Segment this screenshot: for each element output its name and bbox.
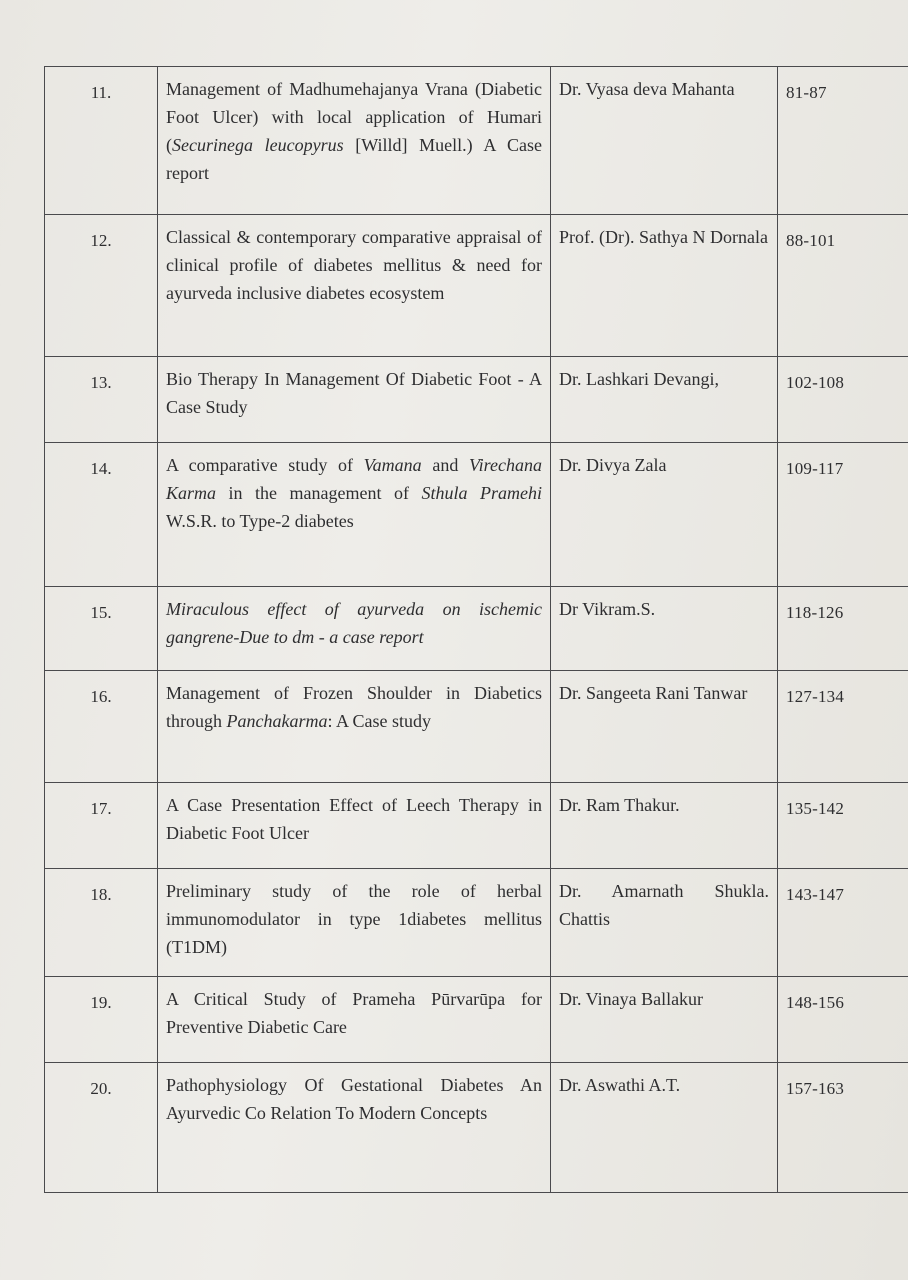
table-row [45,443,908,587]
row-number-cell [45,671,158,783]
title-text: [Willd] Muell.) A Case report [166,135,542,183]
title-text: in the management of [216,483,422,503]
row-number: 19. [90,993,112,1012]
pages-cell [778,67,908,215]
pages-cell [778,587,908,671]
table-row [45,587,908,671]
title-text: Preliminary study of the role of herbal immunomodulator in type 1diabetes mellitus (T1DM) [166,881,542,957]
author-name: Dr Vikram.S. [559,599,656,619]
author-cell [551,977,778,1063]
author-name: Dr. Aswathi A.T. [559,1075,681,1095]
author-cell [551,67,778,215]
row-number-cell [45,443,158,587]
title-text-italic: Securinega leucopyrus [172,135,344,155]
title-text: Management of Madhumehajanya Vrana (Diabetic Foot Ulcer) with local application of Humari ( [166,79,542,155]
page-range: 127-134 [786,687,845,706]
pages-cell [778,977,908,1063]
page-range: 81-87 [786,83,827,102]
author-cell [551,783,778,869]
title-cell [158,215,551,357]
title-cell [158,67,551,215]
pages-cell [778,869,908,977]
author-name: Dr. Amarnath Shukla. Chattis [559,881,769,929]
table-row [45,869,908,977]
author-cell [551,443,778,587]
title-cell [158,869,551,977]
title-text: A Critical Study of Prameha Pūrvarūpa for Preventive Diabetic Care [166,989,542,1037]
author-name: Dr. Divya Zala [559,455,667,475]
row-number: 14. [90,459,112,478]
author-cell [551,671,778,783]
table-row [45,67,908,215]
title-text: Bio Therapy In Management Of Diabetic Foot - A Case Study [166,369,542,417]
page-range: 102-108 [786,373,845,392]
pages-cell [778,357,908,443]
row-number: 15. [90,603,112,622]
title-cell [158,443,551,587]
row-number-cell [45,67,158,215]
row-number-cell [45,869,158,977]
table-row [45,1063,908,1193]
author-name: Dr. Sangeeta Rani Tanwar [559,683,748,703]
row-number: 20. [90,1079,112,1098]
row-number-cell [45,215,158,357]
row-number: 13. [90,373,112,392]
title-cell [158,1063,551,1193]
title-cell [158,587,551,671]
title-cell [158,357,551,443]
pages-cell [778,671,908,783]
row-number: 18. [90,885,112,904]
page-range: 118-126 [786,603,844,622]
title-text: A Case Presentation Effect of Leech Therapy in Diabetic Foot Ulcer [166,795,542,843]
title-text: W.S.R. to Type-2 diabetes [166,511,354,531]
author-cell [551,215,778,357]
pages-cell [778,443,908,587]
author-name: Dr. Vyasa deva Mahanta [559,79,735,99]
title-text-italic: Virechana Karma [166,455,542,503]
row-number: 16. [90,687,112,706]
pages-cell [778,1063,908,1193]
contents-table [44,66,908,1193]
row-number-cell [45,357,158,443]
author-cell [551,357,778,443]
title-cell [158,977,551,1063]
pages-cell [778,215,908,357]
table-row [45,783,908,869]
title-text: Pathophysiology Of Gestational Diabetes An Ayurvedic Co Relation To Modern Concepts [166,1075,542,1123]
table-row [45,671,908,783]
page-range: 143-147 [786,885,845,904]
title-cell [158,671,551,783]
title-cell [158,783,551,869]
author-name: Dr. Lashkari Devangi, [559,369,719,389]
author-cell [551,1063,778,1193]
title-text: : A Case study [327,711,431,731]
row-number-cell [45,783,158,869]
row-number-cell [45,977,158,1063]
page-range: 88-101 [786,231,836,250]
title-text: Management of Frozen Shoulder in Diabetics through [166,683,542,731]
contents-table-body [45,67,908,1193]
page-range: 157-163 [786,1079,845,1098]
title-text-italic: Vamana [363,455,422,475]
author-cell [551,869,778,977]
row-number: 12. [90,231,112,250]
title-text-italic: Sthula Pramehi [421,483,542,503]
table-row [45,215,908,357]
table-row [45,357,908,443]
pages-cell [778,783,908,869]
author-cell [551,587,778,671]
row-number-cell [45,1063,158,1193]
title-text: and [421,455,470,475]
row-number-cell [45,587,158,671]
page-range: 148-156 [786,993,845,1012]
row-number: 17. [90,799,112,818]
page-range: 109-117 [786,459,844,478]
author-name: Dr. Ram Thakur. [559,795,680,815]
author-name: Dr. Vinaya Ballakur [559,989,704,1009]
title-text: Classical & contemporary comparative appraisal of clinical profile of diabetes mellitus & need for ayurveda inclusive diabetes ecosystem [166,227,542,303]
page-range: 135-142 [786,799,845,818]
title-text: A comparative study of [166,455,364,475]
title-text-italic: Miraculous effect of ayurveda on ischemic gangrene-Due to dm - a case report [166,599,542,647]
title-text-italic: Panchakarma [226,711,328,731]
author-name: Prof. (Dr). Sathya N Dornala [559,227,768,247]
table-row [45,977,908,1063]
row-number: 11. [90,83,112,102]
